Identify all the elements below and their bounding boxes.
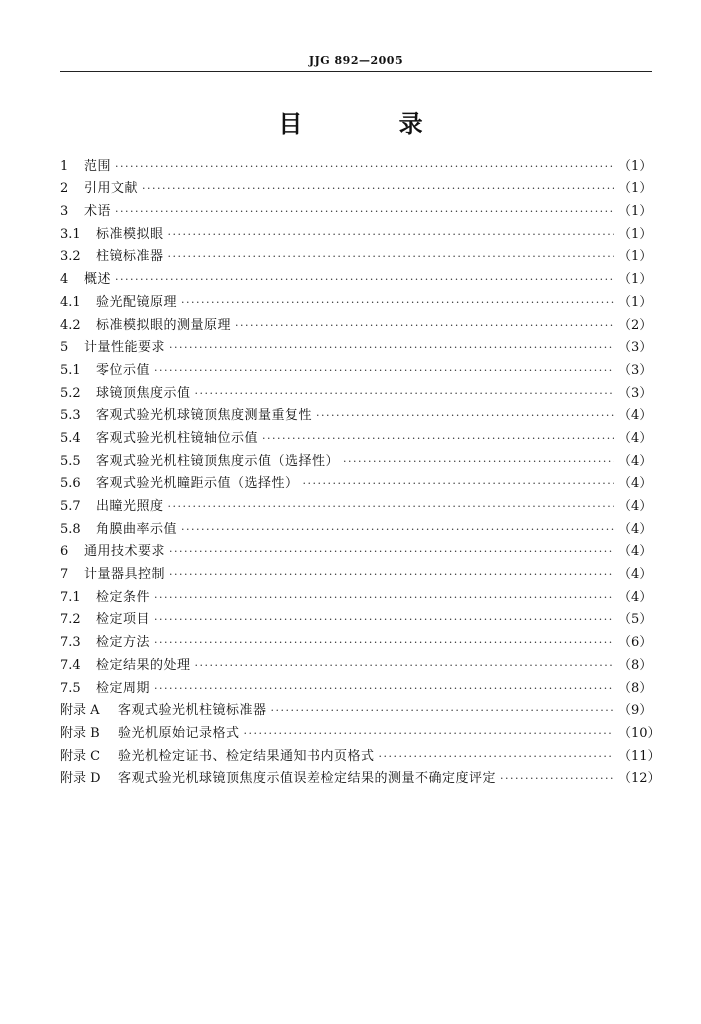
toc-entry-number: 2 [60,181,69,197]
toc-entry [60,447,652,470]
toc-entry-page: （1） [618,294,653,310]
toc-entry [60,379,652,402]
toc-entry-label: 验光机原始记录格式 [118,725,240,741]
toc-entry-number: 5.6 [60,476,81,492]
toc-entry-page: （10） [618,725,661,741]
toc-entry-page: （4） [618,544,653,560]
toc-entry-page: （4） [618,567,653,583]
dot-leader [181,295,614,311]
toc-entry-page: （4） [618,499,653,514]
toc-entry [60,334,652,357]
toc-entry [60,651,652,674]
toc-entry-page: （8） [618,680,653,696]
dot-leader [169,567,614,583]
toc-entry [60,583,652,606]
toc-entry-number: 5.5 [60,453,81,469]
toc-entry-page: （4） [618,453,653,469]
toc-entry [60,197,652,220]
toc-entry-label: 客观式验光机球镜顶焦度测量重复性 [96,408,313,424]
dot-leader [195,386,614,402]
toc-entry [60,765,661,788]
toc-entry-number: 附录 A [60,703,100,719]
toc-entry [60,356,652,379]
toc-entry-label: 柱镜标准器 [96,249,164,265]
toc-entry-label: 零位示值 [96,362,151,378]
toc-entry [60,697,652,720]
toc-entry [60,265,652,288]
dot-leader [235,318,614,334]
toc-entry [60,311,652,334]
page-title: 目 录 [278,109,467,138]
toc-entry-page: （6） [618,635,653,651]
toc-entry-number: 7.4 [60,657,81,673]
toc-entry-number: 5.7 [60,499,81,514]
toc-entry-label: 验光机检定证书、检定结果通知书内页格式 [118,748,375,764]
toc-entry-number: 3.1 [60,226,81,242]
toc-entry-number: 5.2 [60,385,81,401]
toc-entry-page: （1） [618,226,653,242]
toc-entry-number: 7.1 [60,589,81,605]
dot-leader [169,544,614,560]
toc-entry-label: 检定条件 [96,589,151,605]
dot-leader [154,635,614,651]
dot-leader [195,658,614,674]
toc-entry [60,628,652,651]
toc-entry [60,175,652,198]
toc-entry [60,538,652,561]
toc-entry [60,492,652,515]
toc-entry-number: 附录 B [60,725,100,741]
toc-entry-page: （4） [618,430,653,446]
dot-leader [244,726,614,742]
dot-leader [168,249,614,265]
toc-entry-number: 5.8 [60,521,81,537]
toc-entry-label: 客观式验光机柱镜标准器 [118,703,267,719]
toc-entry-page: （1） [618,181,653,197]
toc-entry-number: 1 [60,158,69,174]
toc-entry-label: 术语 [84,204,112,220]
toc-entry [60,220,652,243]
toc-entry-page: （3） [618,385,653,401]
toc-entry-label: 检定周期 [96,680,151,696]
dot-leader [316,408,614,424]
dot-leader [181,522,614,538]
dot-leader [343,454,614,470]
toc-entry-page: （4） [618,408,653,424]
toc-entry-label: 计量性能要求 [84,340,166,356]
toc-entry-label: 客观式验光机瞳距示值（选择性） [96,476,299,492]
toc-entry-label: 检定方法 [96,635,151,651]
toc-entry-page: （3） [618,362,653,378]
toc-entry [60,402,652,425]
dot-leader [115,159,614,175]
toc-entry-number: 6 [60,544,69,560]
dot-leader [154,590,614,606]
toc-entry-page: （4） [618,521,653,537]
dot-leader [379,749,614,765]
toc-entry-page: （4） [618,589,653,605]
toc-entry-number: 4.2 [60,317,81,333]
toc-entry-label: 检定结果的处理 [96,657,191,673]
document-code-header: JJG 892—2005 [308,54,404,67]
toc-entry [60,152,652,175]
toc-entry-number: 4.1 [60,294,81,310]
toc-entry [60,424,652,447]
toc-entry-number: 7 [60,567,69,583]
toc-entry [60,515,652,538]
toc-entry-label: 引用文献 [84,181,139,197]
toc-entry-label: 概述 [84,272,112,288]
toc-entry-label: 范围 [84,158,112,174]
toc-entry-label: 角膜曲率示值 [96,521,178,537]
dot-leader [154,612,614,628]
toc-entry-number: 5 [60,340,69,356]
toc-entry [60,719,661,742]
dot-leader [154,681,614,697]
toc-entry-page: （5） [618,612,653,628]
toc-entry-label: 客观式验光机球镜顶焦度示值误差检定结果的测量不确定度评定 [118,771,497,787]
dot-leader [500,771,614,787]
toc-entry-number: 7.3 [60,635,81,651]
toc-entry-number: 附录 C [60,748,101,764]
toc-entry [60,243,652,266]
dot-leader [168,499,614,515]
toc-entry-number: 4 [60,272,69,288]
toc-entry-page: （11） [618,748,661,764]
toc-entry-page: （3） [618,340,653,356]
toc-entry [60,742,661,765]
dot-leader [262,431,614,447]
toc-entry-page: （8） [618,657,653,673]
toc-entry-number: 3.2 [60,249,81,265]
toc-entry-number: 5.1 [60,362,81,378]
toc-entry-label: 通用技术要求 [84,544,166,560]
toc-entry-number: 3 [60,204,69,220]
toc-entry-page: （2） [618,317,653,333]
toc-entry-number: 附录 D [60,771,101,787]
dot-leader [154,363,614,379]
toc-entry [60,470,652,493]
toc-entry-number: 5.3 [60,408,81,424]
toc-entry-label: 标准模拟眼 [96,226,164,242]
toc-entry [60,606,652,629]
dot-leader [169,340,614,356]
dot-leader [142,181,614,197]
toc-entry-label: 客观式验光机柱镜顶焦度示值（选择性） [96,453,340,469]
toc-entry-label: 出瞳光照度 [96,499,164,514]
toc-entry-label: 客观式验光机柱镜轴位示值 [96,430,259,446]
toc-entry-page: （1） [618,204,653,220]
toc-entry-label: 计量器具控制 [84,567,166,583]
toc-entry-number: 5.4 [60,430,81,446]
toc-entry-page: （1） [618,249,653,265]
dot-leader [303,476,614,492]
toc-entry-page: （4） [618,476,653,492]
dot-leader [168,227,614,243]
toc-entry-page: （1） [618,158,653,174]
toc-entry-label: 标准模拟眼的测量原理 [96,317,232,333]
toc-entry-page: （12） [618,771,661,787]
toc-entry [60,674,652,697]
toc-entry-label: 球镜顶焦度示值 [96,385,191,401]
toc-entry-number: 7.5 [60,680,81,696]
toc-entry-label: 检定项目 [96,612,151,628]
table-of-contents [60,152,661,787]
dot-leader [115,204,614,220]
toc-entry-number: 7.2 [60,612,81,628]
dot-leader [115,272,614,288]
toc-entry [60,288,652,311]
toc-entry [60,560,652,583]
toc-entry-page: （1） [618,272,653,288]
toc-entry-page: （9） [618,703,653,719]
header-rule [60,71,652,72]
toc-entry-label: 验光配镜原理 [96,294,178,310]
dot-leader [271,703,614,719]
